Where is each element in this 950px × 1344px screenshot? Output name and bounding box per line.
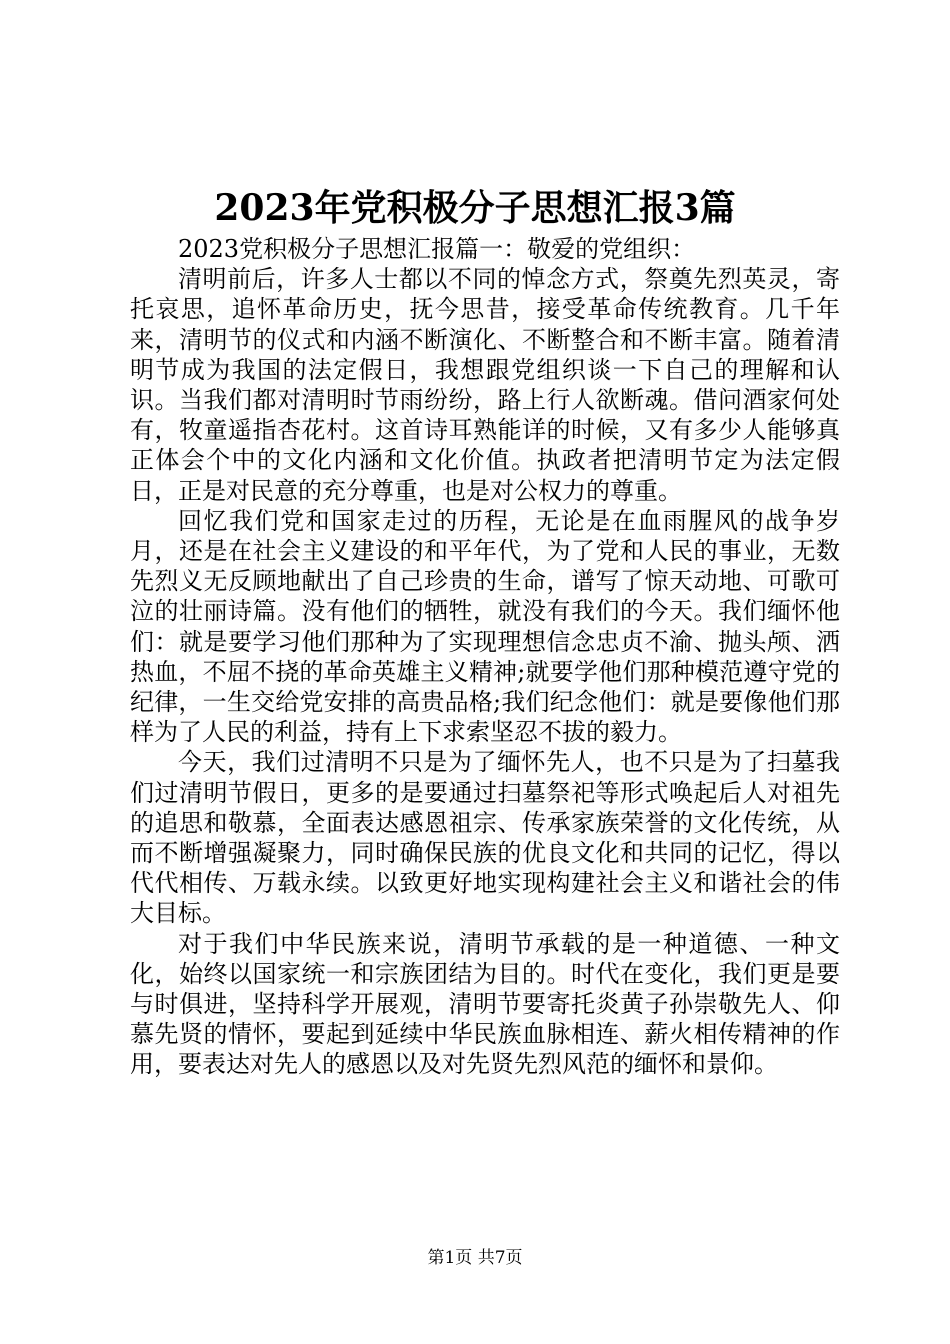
paragraph: 对于我们中华民族来说，清明节承载的是一种道德、一种文化，始终以国家统一和宗族团结为目的。时代在变化，我们更是要与时俱进，坚持科学开展观，清明节要寄托炎黄子孙崇敬先人、仰慕先贤的情怀，要起到延续中华民族血脉相连、薪火相传精神的作用，要表达对先人的感恩以及对先贤先烈风范的缅怀和景仰。 <box>130 929 840 1079</box>
paragraph: 清明前后，许多人士都以不同的悼念方式，祭奠先烈英灵，寄托哀思，追怀革命历史，抚今思昔，接受革命传统教育。几千年来，清明节的仪式和内涵不断演化、不断整合和不断丰富。随着清明节成为我国的法定假日，我想跟党组织谈一下自己的理解和认识。当我们都对清明时节雨纷纷，路上行人欲断魂。借问酒家何处有，牧童遥指杏花村。这首诗耳熟能详的时候，又有多少人能够真正体会个中的文化内涵和文化价值。执政者把清明节定为法定假日，正是对民意的充分尊重，也是对公权力的尊重。 <box>130 265 840 505</box>
paragraph-greeting: 2023党积极分子思想汇报篇一：敬爱的党组织： <box>178 235 696 263</box>
page-number-footer: 第1页 共7页 <box>427 1248 523 1268</box>
paragraph: 回忆我们党和国家走过的历程，无论是在血雨腥风的战争岁月，还是在社会主义建设的和平年代，为了党和人民的事业，无数先烈义无反顾地献出了自己珍贵的生命，谱写了惊天动地、可歌可泣的壮丽诗篇。没有他们的牺牲，就没有我们的今天。我们缅怀他们：就是要学习他们那种为了实现理想信念忠贞不渝、抛头颅、洒热血，不屈不挠的革命英雄主义精神;就要学他们那种模范遵守党的纪律，一生交给党安排的高贵品格;我们纪念他们：就是要像他们那样为了人民的利益，持有上下求索坚忍不拔的毅力。 <box>130 506 840 747</box>
document-title: 2023年党积极分子思想汇报3篇 <box>214 187 736 229</box>
paragraph: 今天，我们过清明不只是为了缅怀先人，也不只是为了扫墓我们过清明节假日，更多的是要通过扫墓祭祀等形式唤起后人对祖先的追思和敬慕，全面表达感恩祖宗、传承家族荣誉的文化传统，从而不断增强凝聚力，同时确保民族的优良文化和共同的记忆，得以代代相传、万载永续。以致更好地实现构建社会主义和谐社会的伟大目标。 <box>130 748 840 928</box>
document-body <box>130 234 840 1080</box>
